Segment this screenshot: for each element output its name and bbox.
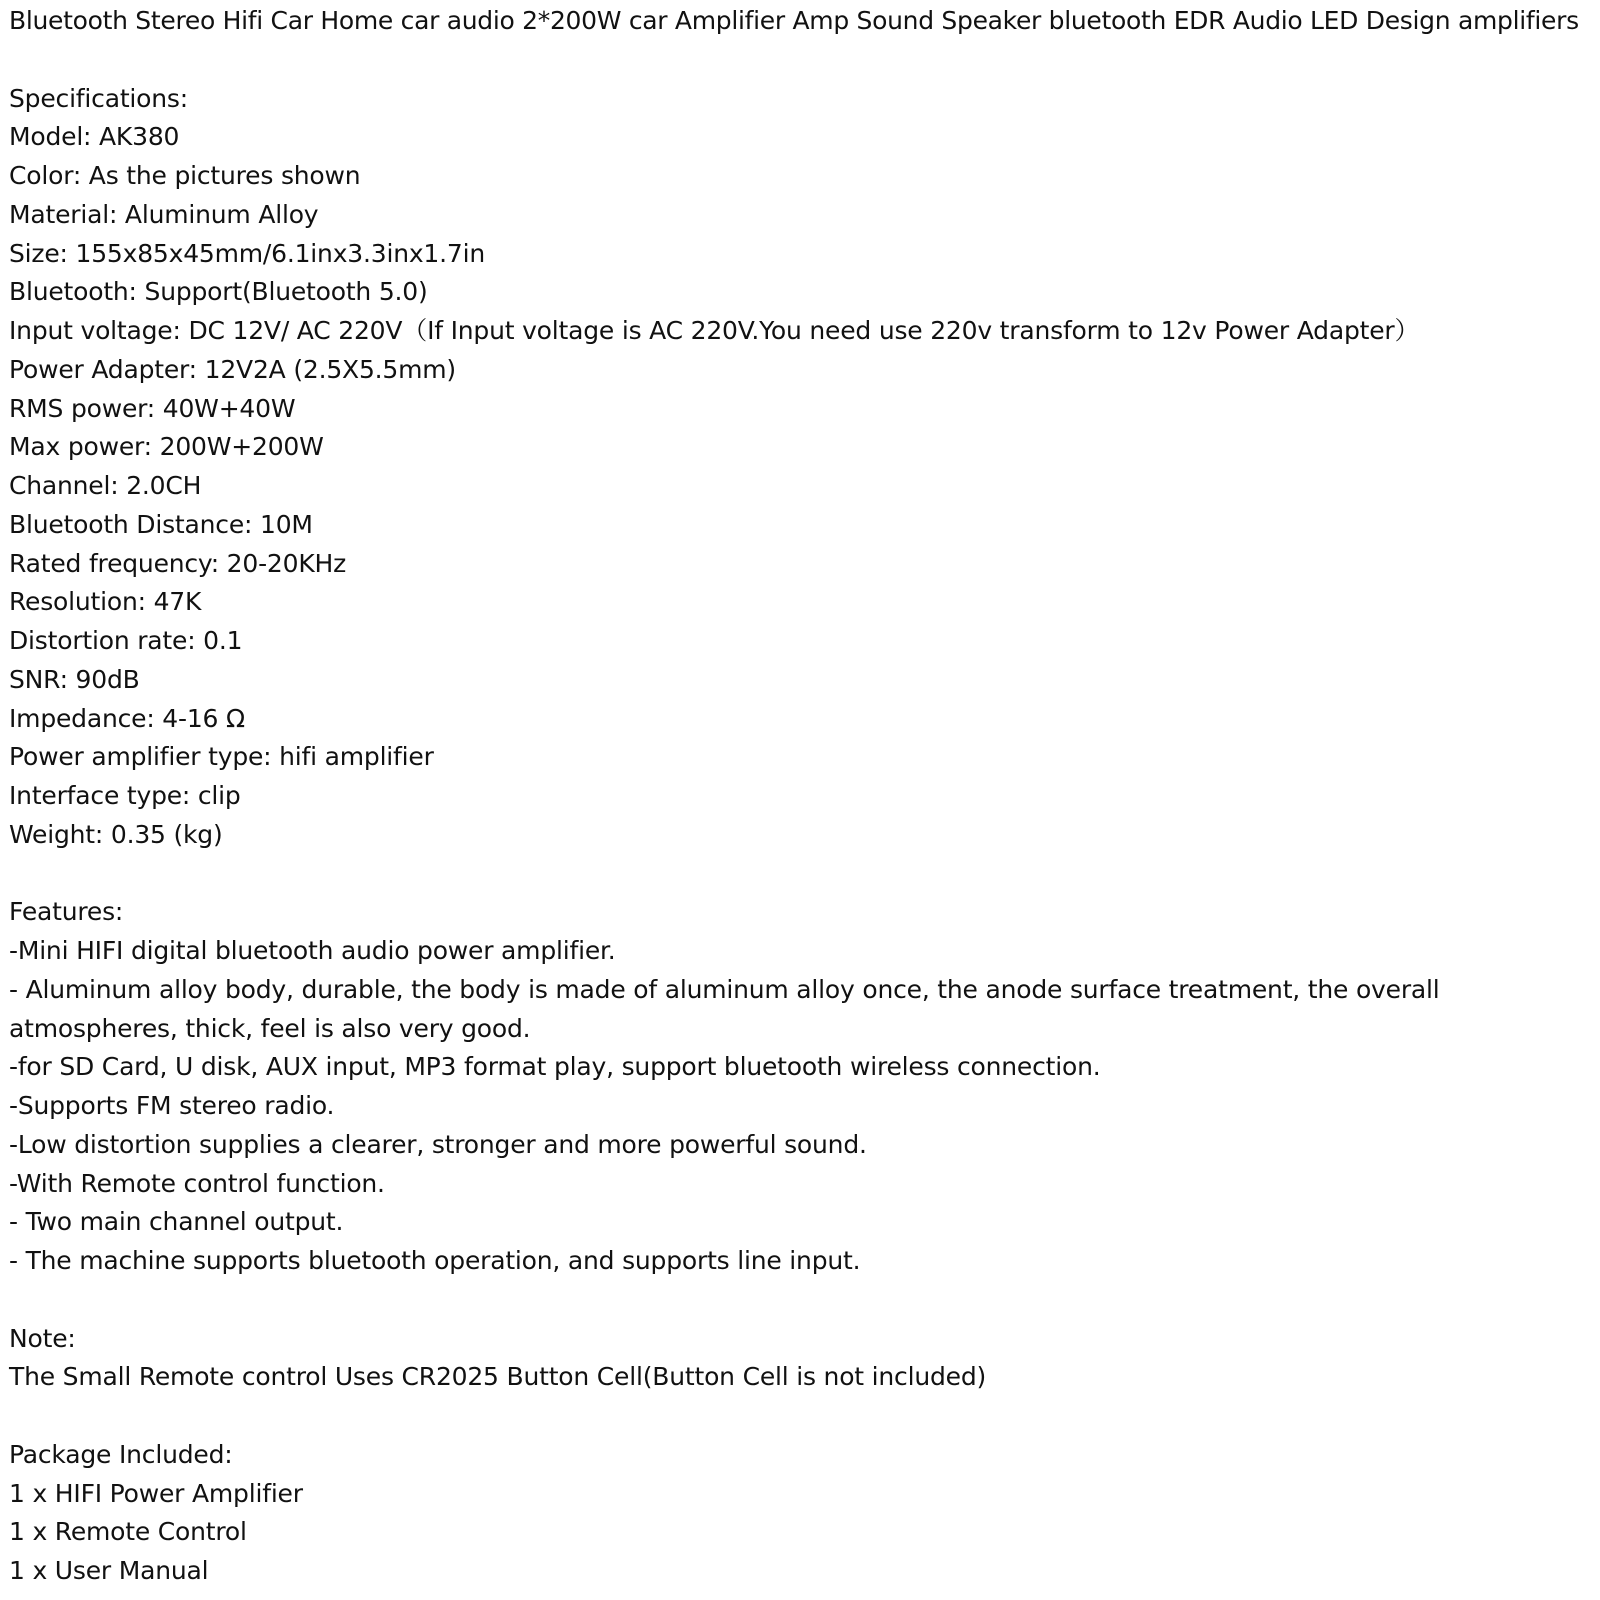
spec-input-voltage: Input voltage: DC 12V/ AC 220V（If Input voltage is AC 220V.You need use 220v transform to 12v Power Adapter） [9,316,1420,345]
spec-weight: Weight: 0.35 (kg) [9,819,223,849]
feature-item: -Mini HIFI digital bluetooth audio power amplifier. [9,936,616,965]
spec-rated-frequency: Rated frequency: 20-20KHz [9,548,347,578]
spec-amplifier-type: Power amplifier type: hifi amplifier [9,742,434,772]
spec-model: Model: AK380 [9,122,180,152]
feature-item: -Low distortion supplies a clearer, stronger and more powerful sound. [9,1129,867,1159]
specifications-heading: Specifications: [9,83,188,113]
product-title: Bluetooth Stereo Hifi Car Home car audio 2*200W car Amplifier Amp Sound Speaker bluetooth EDR Audio LED Design amplifiers [9,6,1579,35]
spec-resolution: Resolution: 47K [9,587,202,617]
spec-impedance: Impedance: 4-16 Ω [9,703,245,733]
feature-item: - Two main channel output. [9,1207,344,1237]
package-heading: Package Included: [9,1439,233,1469]
spec-color: Color: As the pictures shown [9,161,361,190]
package-item: 1 x Remote Control [9,1517,247,1547]
note-text: The Small Remote control Uses CR2025 Button Cell(Button Cell is not included) [9,1362,987,1392]
features-heading: Features: [9,897,124,927]
feature-item: -for SD Card, U disk, AUX input, MP3 format play, support bluetooth wireless connection. [9,1052,1101,1082]
package-item: 1 x User Manual [9,1556,209,1585]
spec-size: Size: 155x85x45mm/6.1inx3.3inx1.7in [9,238,485,268]
feature-item: - The machine supports bluetooth operation, and supports line input. [9,1246,861,1275]
spacer [9,41,1600,80]
spec-max-power: Max power: 200W+200W [9,432,324,462]
feature-item: -Supports FM stereo radio. [9,1091,335,1120]
spec-bluetooth-distance: Bluetooth Distance: 10M [9,509,313,539]
spec-bluetooth: Bluetooth: Support(Bluetooth 5.0) [9,277,428,307]
spacer [9,1281,1600,1320]
spec-distortion-rate: Distortion rate: 0.1 [9,626,243,655]
spec-channel: Channel: 2.0CH [9,471,202,500]
spec-rms-power: RMS power: 40W+40W [9,393,296,423]
feature-item: -With Remote control function. [9,1168,385,1198]
note-heading: Note: [9,1323,76,1353]
spec-snr: SNR: 90dB [9,664,140,694]
spacer [9,1397,1600,1436]
spec-interface-type: Interface type: clip [9,781,241,810]
spec-material: Material: Aluminum Alloy [9,199,319,229]
spec-power-adapter: Power Adapter: 12V2A (2.5X5.5mm) [9,354,456,384]
spacer [9,855,1600,894]
package-item: 1 x HIFI Power Amplifier [9,1478,303,1508]
feature-item: - Aluminum alloy body, durable, the body is made of aluminum alloy once, the anode surface treatment, the overall atmospheres, thick, feel is also very good. [9,974,1440,1043]
